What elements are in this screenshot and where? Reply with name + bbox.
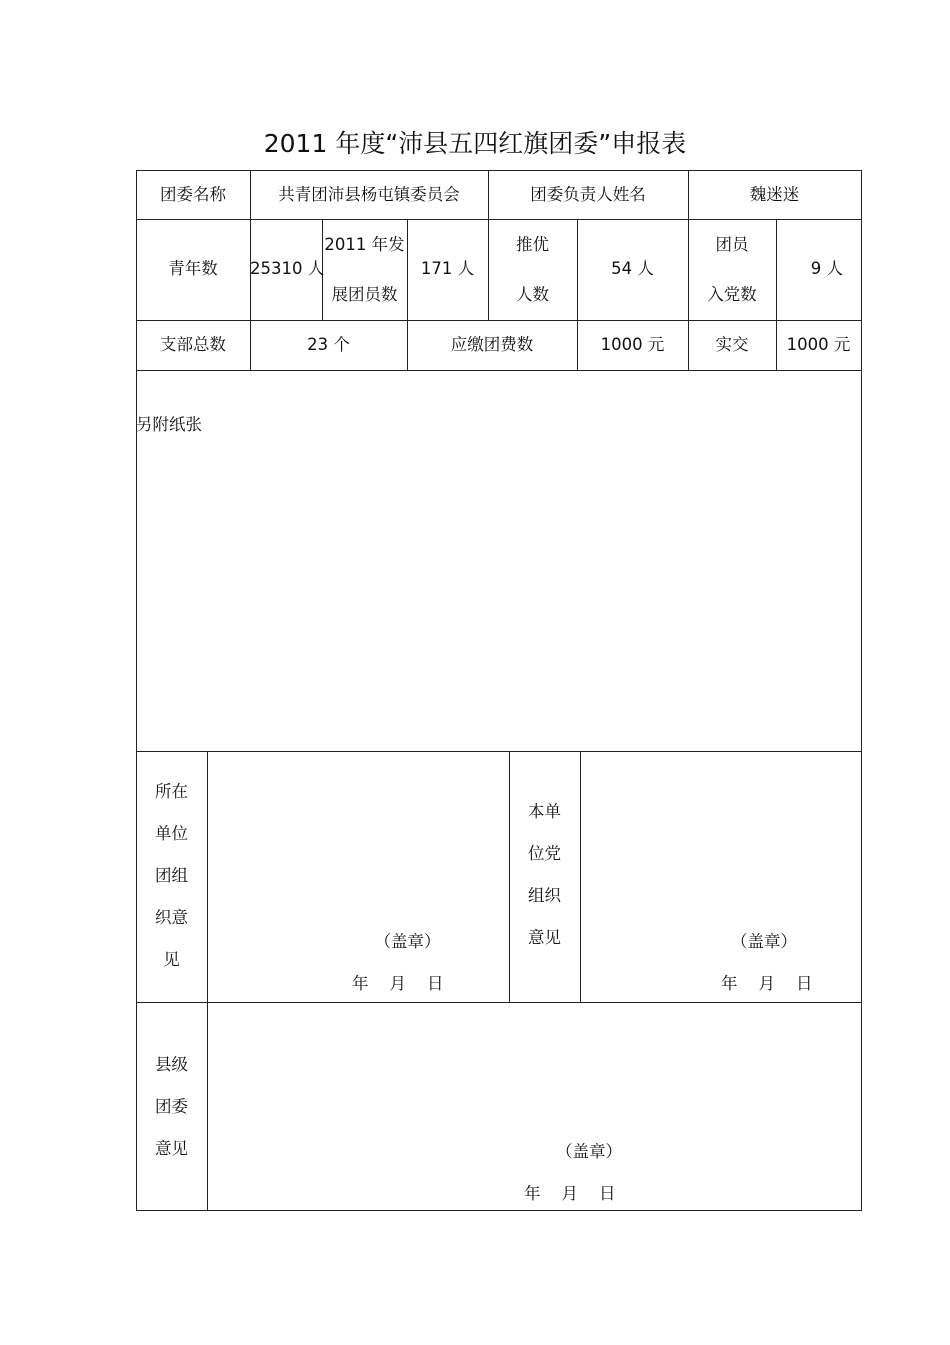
label-party-joined-line: 团员 — [715, 235, 749, 254]
label-line: 组织 — [528, 886, 561, 905]
label-line: 见 — [163, 950, 180, 969]
label-fee-paid: 实交 — [715, 334, 749, 354]
value-fee-paid: 1000 元 — [786, 334, 851, 354]
unit-seal: （盖章） — [374, 932, 441, 951]
label-line: 意见 — [528, 928, 561, 947]
label-line: 本单 — [528, 802, 561, 821]
label-line: 织意 — [155, 908, 188, 927]
label-youth-count: 青年数 — [168, 259, 218, 279]
label-fee-due: 应缴团费数 — [450, 334, 534, 354]
table-border — [861, 751, 862, 1211]
value-new-members: 171 人 — [420, 259, 475, 279]
table-border — [136, 751, 862, 752]
label-line: 团委 — [155, 1097, 188, 1116]
label-league-name: 团委名称 — [160, 184, 226, 204]
label-county-opinion — [136, 1044, 207, 1170]
value-recommended: 54 人 — [611, 259, 654, 279]
label-line: 意见 — [155, 1139, 188, 1158]
table-border — [580, 751, 581, 1003]
attachment-border — [861, 370, 862, 752]
table-border — [136, 1002, 862, 1003]
label-line: 单位 — [155, 824, 188, 843]
party-date: 年 月 日 — [721, 974, 813, 993]
label-party-joined — [688, 224, 776, 316]
unit-date: 年 月 日 — [352, 974, 444, 993]
county-seal: （盖章） — [556, 1142, 622, 1161]
label-branch-count: 支部总数 — [160, 334, 226, 354]
label-line: 县级 — [155, 1055, 188, 1074]
label-recommended-line: 人数 — [516, 285, 549, 304]
label-party-joined-line: 入党数 — [707, 285, 757, 304]
value-league-name: 共青团沛县杨屯镇委员会 — [278, 184, 460, 204]
value-youth-count: 25310 人 — [250, 259, 325, 279]
page-title: 2011 年度“沛县五四红旗团委”申报表 — [263, 129, 687, 158]
table-border — [136, 370, 862, 371]
party-seal: （盖章） — [731, 932, 797, 951]
label-line: 位党 — [528, 844, 561, 863]
value-leader-name: 魏迷迷 — [749, 184, 800, 204]
table-border — [861, 170, 862, 370]
label-new-members-line: 展团员数 — [331, 285, 398, 304]
value-fee-due: 1000 元 — [600, 334, 665, 354]
label-recommended-line: 推优 — [516, 235, 549, 254]
label-recommended — [488, 224, 577, 316]
label-leader-name: 团委负责人姓名 — [530, 184, 646, 204]
value-branch-count: 23 个 — [307, 334, 350, 354]
table-border — [136, 1210, 862, 1211]
label-new-members — [322, 224, 407, 316]
label-party-opinion — [509, 791, 580, 959]
label-line: 所在 — [155, 782, 188, 801]
label-unit-league-opinion — [136, 771, 207, 981]
label-line: 团组 — [155, 866, 188, 885]
county-date: 年 月 日 — [524, 1184, 616, 1203]
label-new-members-line: 2011 年发 — [324, 235, 405, 254]
value-party-joined: 9 人 — [810, 259, 843, 279]
attachment-note: 另附纸张 — [136, 415, 202, 434]
table-border — [207, 751, 208, 1211]
